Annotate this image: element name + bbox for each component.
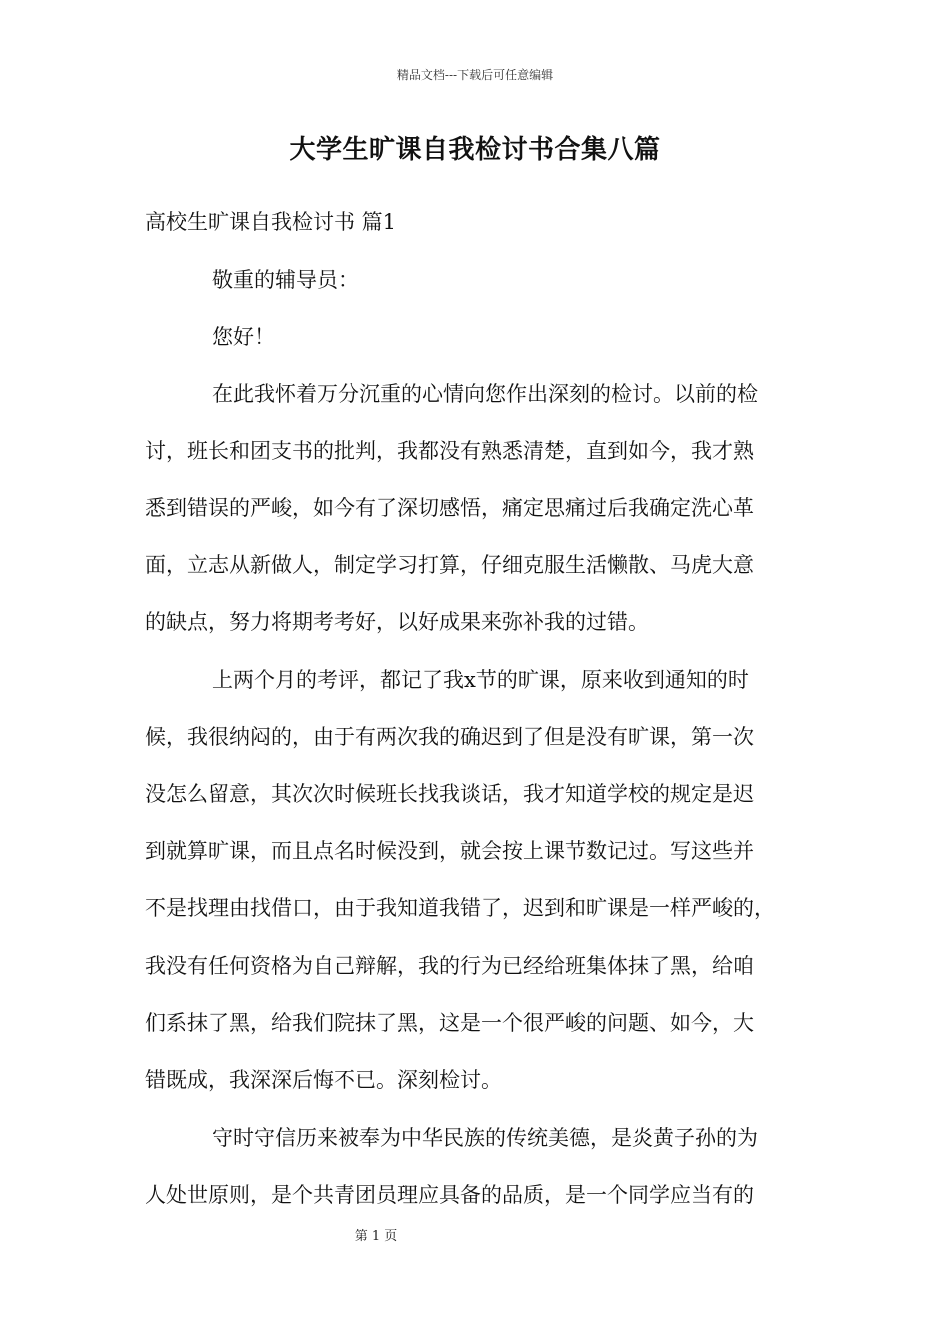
paragraph-line: 上两个月的考评，都记了我x节的旷课，原来收到通知的时: [212, 668, 749, 692]
paragraph-line: 悉到错误的严峻，如今有了深切感悟，痛定思痛过后我确定洗心革: [145, 496, 754, 520]
paragraph-line: 讨，班长和团支书的批判，我都没有熟悉清楚，直到如今，我才熟: [145, 439, 754, 463]
document-title: 大学生旷课自我检讨书合集八篇: [289, 135, 661, 165]
page-number: 第 1 页: [354, 1229, 398, 1244]
paragraph-line: 没怎么留意，其次次时候班长找我谈话，我才知道学校的规定是迟: [145, 782, 754, 806]
paragraph-line: 在此我怀着万分沉重的心情向您作出深刻的检讨。以前的检: [212, 382, 758, 406]
paragraph-line: 的缺点，努力将期考考好，以好成果来弥补我的过错。: [145, 610, 649, 634]
paragraph-line: 候，我很纳闷的，由于有两次我的确迟到了但是没有旷课，第一次: [145, 725, 754, 749]
greeting: 您好！: [212, 325, 275, 349]
paragraph-line: 我没有任何资格为自己辩解，我的行为已经给班集体抹了黑，给咱: [145, 954, 754, 978]
paragraph-line: 人处世原则，是个共青团员理应具备的品质，是一个同学应当有的: [145, 1183, 754, 1207]
paragraph-line: 们系抹了黑，给我们院抹了黑，这是一个很严峻的问题、如今，大: [145, 1011, 754, 1035]
salutation: 敬重的辅导员：: [212, 268, 359, 292]
paragraph-line: 不是找理由找借口，由于我知道我错了，迟到和旷课是一样严峻的，: [145, 896, 775, 920]
paragraph-line: 到就算旷课，而且点名时候没到，就会按上课节数记过。写这些并: [145, 839, 754, 863]
paragraph-line: 错既成，我深深后悔不已。深刻检讨。: [145, 1068, 502, 1092]
paragraph-line: 面，立志从新做人，制定学习打算，仔细克服生活懒散、马虎大意: [145, 553, 754, 577]
header-note: 精品文档---下载后可任意编辑: [396, 68, 554, 82]
paragraph-line: 守时守信历来被奉为中华民族的传统美德，是炎黄子孙的为: [212, 1126, 758, 1150]
section-heading: 高校生旷课自我检讨书 篇1: [145, 210, 397, 234]
